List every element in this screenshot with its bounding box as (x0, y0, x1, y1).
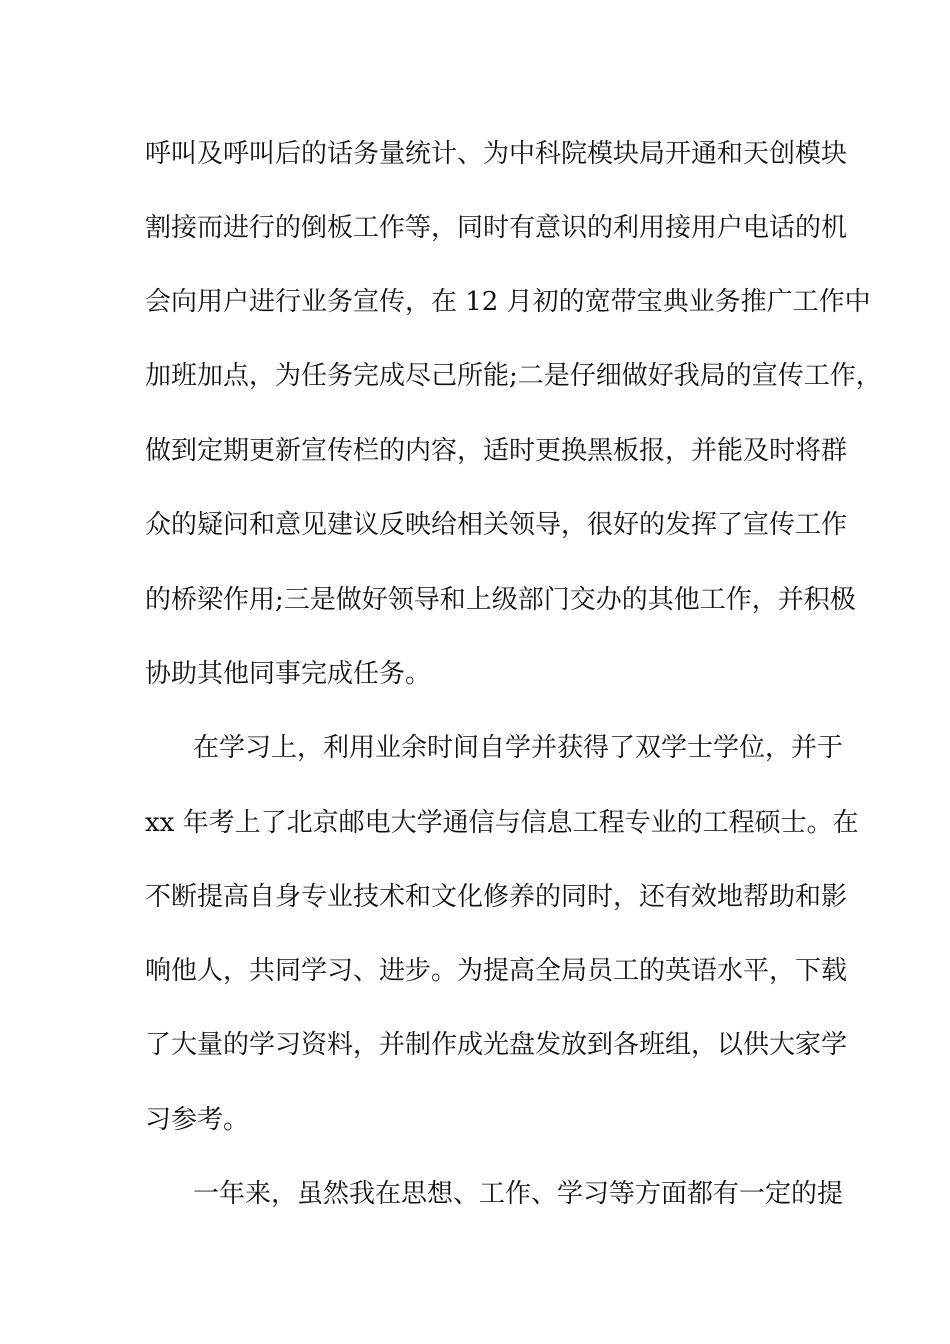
text-line-12: 响他人，共同学习、进步。为提高全局员工的英语水平，下载 (145, 956, 848, 986)
text-line-6: 众的疑问和意见建议反映给相关领导，很好的发挥了宣传工作 (145, 510, 848, 540)
text-line-9: 在学习上，利用业余时间自学并获得了双学士学位，并于 (193, 733, 844, 763)
text-line-7: 的桥梁作用;三是做好领导和上级部门交办的其他工作，并积极 (145, 585, 856, 615)
text-line-13: 了大量的学习资料，并制作成光盘发放到各班组，以供大家学 (145, 1030, 848, 1060)
text-line-10: xx 年考上了北京邮电大学通信与信息工程专业的工程硕士。在 (145, 808, 859, 838)
text-line-4: 加班加点，为任务完成尽己所能;二是仔细做好我局的宣传工作， (145, 361, 882, 391)
text-line-1: 呼叫及呼叫后的话务量统计、为中科院模块局开通和天创模块 (145, 139, 848, 169)
text-line-3: 会向用户进行业务宣传，在 12 月初的宽带宝典业务推广工作中 (145, 287, 871, 317)
text-line-14: 习参考。 (145, 1105, 250, 1135)
text-line-2: 割接而进行的倒板工作等，同时有意识的利用接用户电话的机 (145, 213, 848, 243)
text-line-11: 不断提高自身专业技术和文化修养的同时，还有效地帮助和影 (145, 882, 848, 912)
text-line-15: 一年来，虽然我在思想、工作、学习等方面都有一定的提 (193, 1179, 844, 1209)
text-line-8: 协助其他同事完成任务。 (145, 659, 432, 689)
text-line-5: 做到定期更新宣传栏的内容，适时更换黑板报，并能及时将群 (145, 436, 848, 466)
